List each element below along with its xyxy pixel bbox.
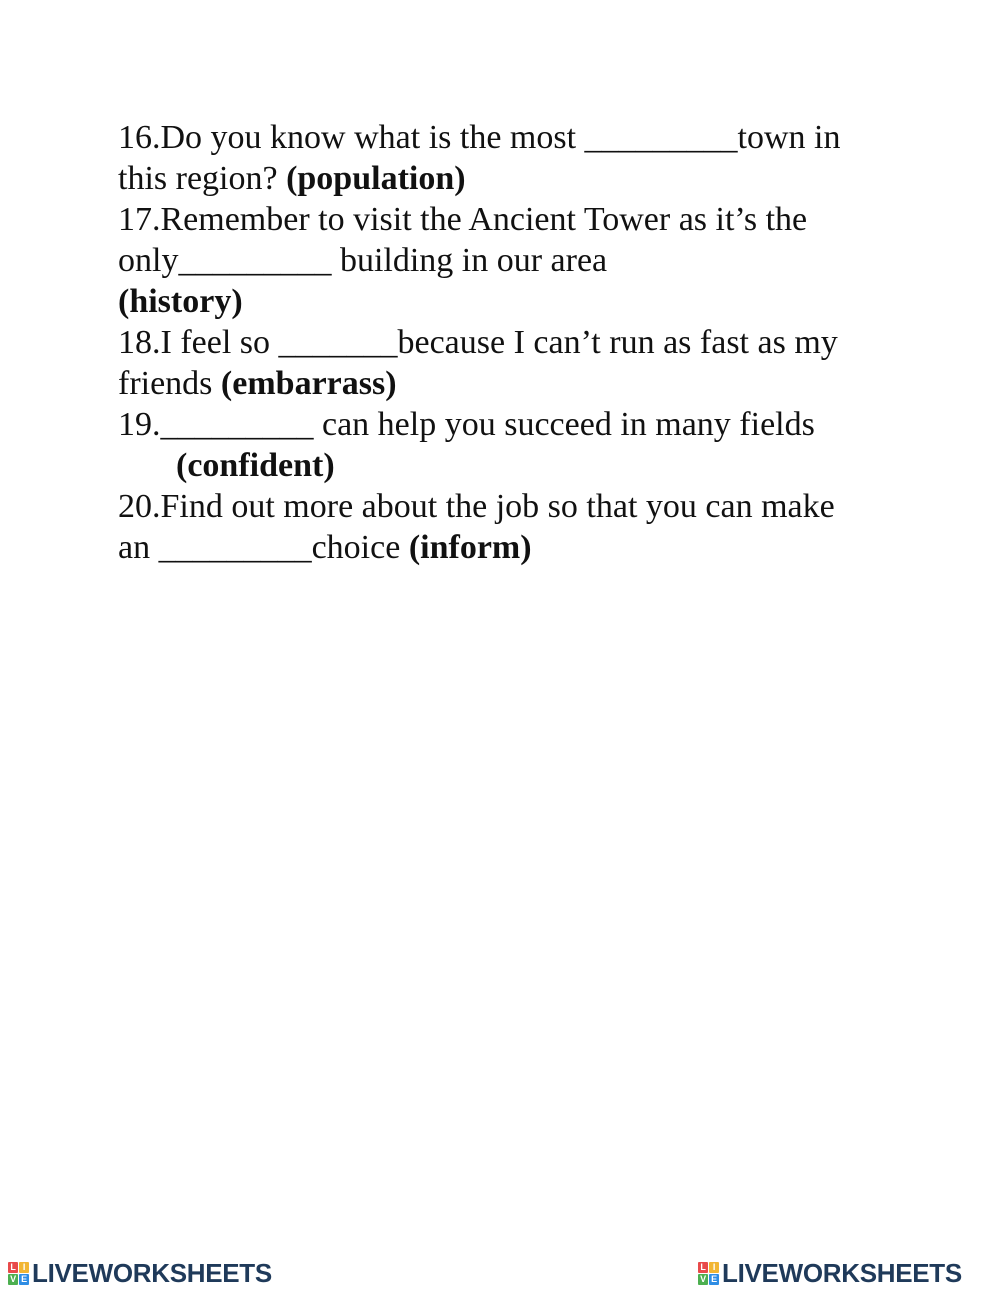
question-18-text-2: friends <box>118 365 221 402</box>
question-17-line-2 <box>118 240 607 281</box>
question-20-line-1 <box>118 486 835 527</box>
question-20-hint: (inform) <box>408 529 532 566</box>
question-16-text-2: this region? <box>118 160 287 197</box>
logo-square-v: V <box>8 1274 18 1285</box>
footer-logo-left <box>8 1259 272 1287</box>
question-19-text-1: 19._________ can help you succeed in many fields <box>118 406 815 443</box>
question-17-hint: (history) <box>118 283 243 320</box>
logo-square-e: E <box>709 1274 719 1285</box>
question-20-text-1: 20.Find out more about the job so that you can make <box>118 488 835 525</box>
logo-square-i: I <box>19 1262 29 1273</box>
question-16-line-1 <box>118 117 840 158</box>
logo-square-v: V <box>698 1274 708 1285</box>
question-19-hint: (confident) <box>176 447 335 484</box>
footer-logo-right <box>698 1259 962 1287</box>
logo-square-l: L <box>8 1262 18 1273</box>
question-16-text-1: 16.Do you know what is the most _________town in <box>118 119 841 156</box>
question-16-line-2 <box>118 158 466 199</box>
question-18-line-2 <box>118 363 397 404</box>
logo-square-e: E <box>19 1274 29 1285</box>
question-19-line-2 <box>118 445 335 486</box>
footer-brand-right: LIVEWORKSHEETS <box>722 1257 962 1288</box>
footer-brand-left: LIVEWORKSHEETS <box>32 1257 272 1288</box>
logo-square-l: L <box>698 1262 708 1273</box>
liveworksheets-logo-icon <box>8 1262 29 1285</box>
question-20-line-2 <box>118 527 532 568</box>
question-17-line-1 <box>118 199 807 240</box>
question-17-text-1: 17.Remember to visit the Ancient Tower as it’s the <box>118 201 808 238</box>
question-16-hint: (population) <box>286 160 466 197</box>
question-17-line-3 <box>118 281 243 322</box>
liveworksheets-logo-icon <box>698 1262 719 1285</box>
logo-square-i: I <box>709 1262 719 1273</box>
question-19-line-1 <box>118 404 815 445</box>
question-20-text-2: an _________choice <box>118 529 409 566</box>
question-18-text-1: 18.I feel so _______because I can’t run as fast as my <box>118 324 838 361</box>
question-17-text-2: only_________ building in our area <box>118 242 608 279</box>
question-18-hint: (embarrass) <box>220 365 397 402</box>
question-18-line-1 <box>118 322 838 363</box>
